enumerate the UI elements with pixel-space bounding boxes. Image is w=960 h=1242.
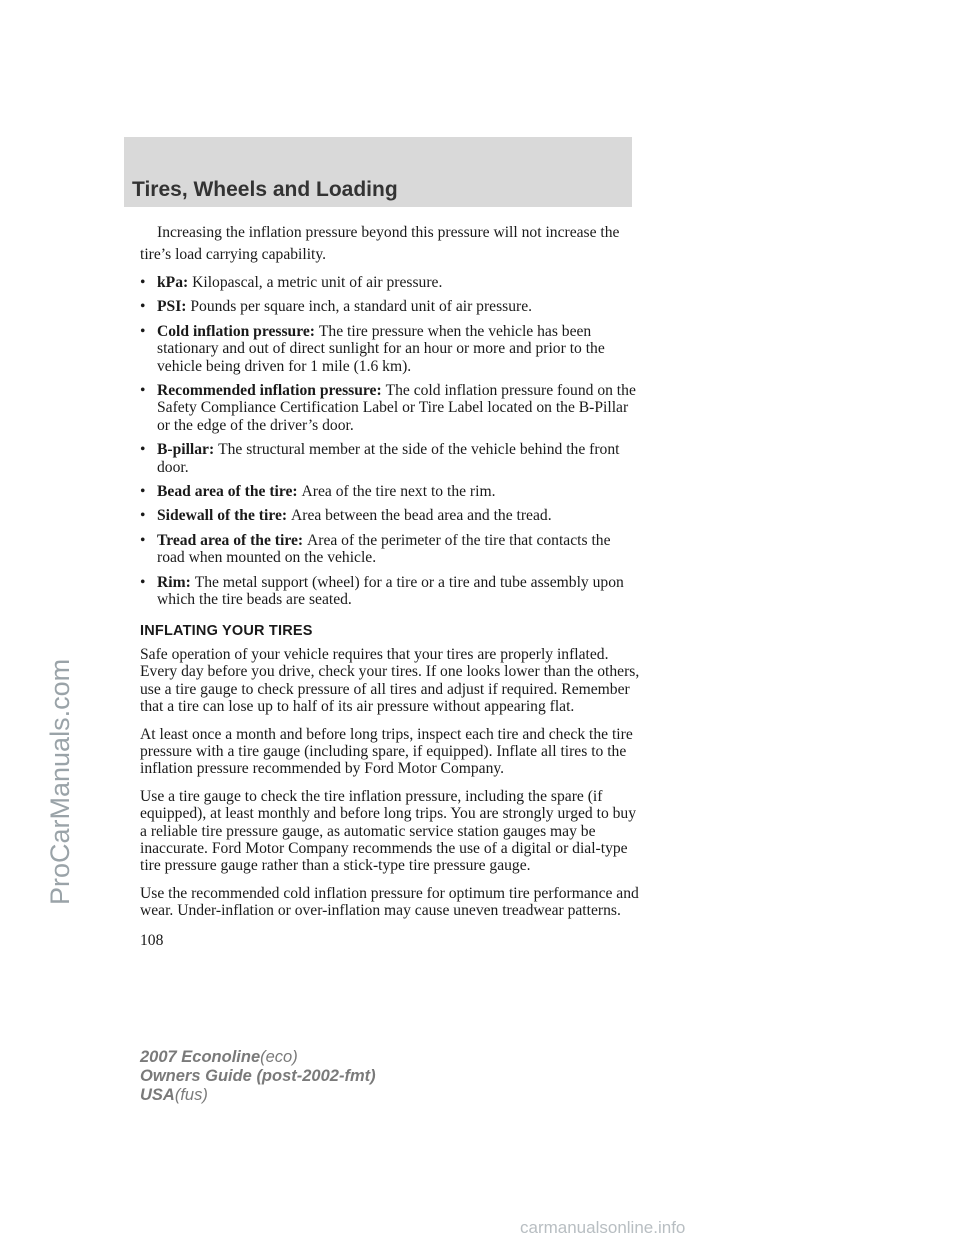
footer-line xyxy=(140,1067,376,1086)
bullet: • xyxy=(140,441,146,459)
definition-text: The cold inflation pressure found on the Safety Compliance Certification Label or Tire Label located on the B-Pillar or the edge of the driver’s door. xyxy=(157,382,636,434)
bullet: • xyxy=(140,298,146,316)
definition-item xyxy=(140,483,640,500)
bullet: • xyxy=(140,573,146,591)
bullet: • xyxy=(140,322,146,340)
definition-item xyxy=(140,382,640,434)
definition-term: B-pillar: xyxy=(157,441,219,459)
definition-text: Area between the bead area and the tread. xyxy=(290,507,552,525)
definition-term: PSI: xyxy=(157,298,191,316)
definition-item xyxy=(140,532,640,567)
definition-term: Cold inflation pressure: xyxy=(157,322,319,340)
section-title: Tires, Wheels and Loading xyxy=(132,178,398,201)
footer-line xyxy=(140,1086,376,1105)
footer-market: USA xyxy=(140,1086,175,1104)
body-paragraph: Use the recommended cold inflation pressure for optimum tire performance and wear. Under-inflation or over-inflation may cause uneven treadwear patterns. xyxy=(140,884,639,920)
definition-term: Tread area of the tire: xyxy=(157,531,307,549)
bullet: • xyxy=(140,382,146,400)
body-paragraph: Safe operation of your vehicle requires that your tires are properly inflated. Every day before you drive, check your tires. If one looks lower than the others, use a tire gauge to check pressure of all tires and adjust if required. Remember that a tire can lose up to half of its air pressure without appearing flat. xyxy=(140,645,640,716)
footer-line xyxy=(140,1048,376,1067)
definition-term: Sidewall of the tire: xyxy=(157,507,291,525)
definition-text: Area of the tire next to the rim. xyxy=(301,483,496,501)
footer-model-code: (eco) xyxy=(260,1048,298,1066)
definition-text: The tire pressure when the vehicle has been stationary and out of direct sunlight for an hour or more and prior to the vehicle being driven for 1 mile (1.6 km). xyxy=(157,322,605,375)
definition-item xyxy=(140,441,640,476)
definition-item xyxy=(140,274,640,291)
definition-term: Rim: xyxy=(157,573,195,591)
footer-model: 2007 Econoline xyxy=(140,1048,261,1066)
definition-text: Kilopascal, a metric unit of air pressure. xyxy=(192,274,443,291)
body-paragraph: At least once a month and before long trips, inspect each tire and check the tire pressure with a tire gauge (including spare, if equipped). Inflate all tires to the inflation pressure recommended by Ford Motor Company. xyxy=(140,725,633,778)
page-number: 108 xyxy=(140,932,164,949)
footer-market-code: (fus) xyxy=(174,1086,208,1104)
bullet: • xyxy=(140,531,146,549)
document-footer xyxy=(140,1048,376,1105)
section-heading: INFLATING YOUR TIRES xyxy=(140,622,313,639)
intro-paragraph: Increasing the inflation pressure beyond this pressure will not increase the tire’s load carrying capability. xyxy=(140,224,620,263)
definition-text: Pounds per square inch, a standard unit of air pressure. xyxy=(190,298,533,316)
bullet: • xyxy=(140,483,146,501)
definition-term: Bead area of the tire: xyxy=(157,483,302,501)
definition-term: kPa: xyxy=(157,274,193,291)
definition-term: Recommended inflation pressure: xyxy=(157,382,386,400)
definition-item xyxy=(140,507,640,524)
definition-text: Area of the perimeter of the tire that contacts the road when mounted on the vehicle. xyxy=(157,531,611,567)
definition-item xyxy=(140,323,640,375)
definition-list xyxy=(140,274,640,609)
bullet: • xyxy=(140,507,146,525)
bullet: • xyxy=(140,274,146,291)
side-watermark: ProCarManuals.com xyxy=(45,658,75,905)
definition-text: The structural member at the side of the vehicle behind the front door. xyxy=(157,441,620,476)
body-paragraph: Use a tire gauge to check the tire inflation pressure, including the spare (if equipped), at least monthly and before long trips. You are strongly urged to buy a reliable tire pressure gauge, as automatic service station gauges may be inaccurate. Ford Motor Company recommends the use of a digital or dial-type tire pressure gauge rather than a stick-type tire pressure gauge. xyxy=(140,787,637,875)
footer-guide: Owners Guide (post-2002-fmt) xyxy=(140,1067,376,1085)
definition-text: The metal support (wheel) for a tire or a tire and tube assembly upon which the tire beads are seated. xyxy=(157,573,624,609)
page-content xyxy=(140,222,640,930)
definition-item xyxy=(140,298,640,315)
definition-item xyxy=(140,574,640,609)
bottom-watermark: carmanualsonline.info xyxy=(520,1218,686,1237)
